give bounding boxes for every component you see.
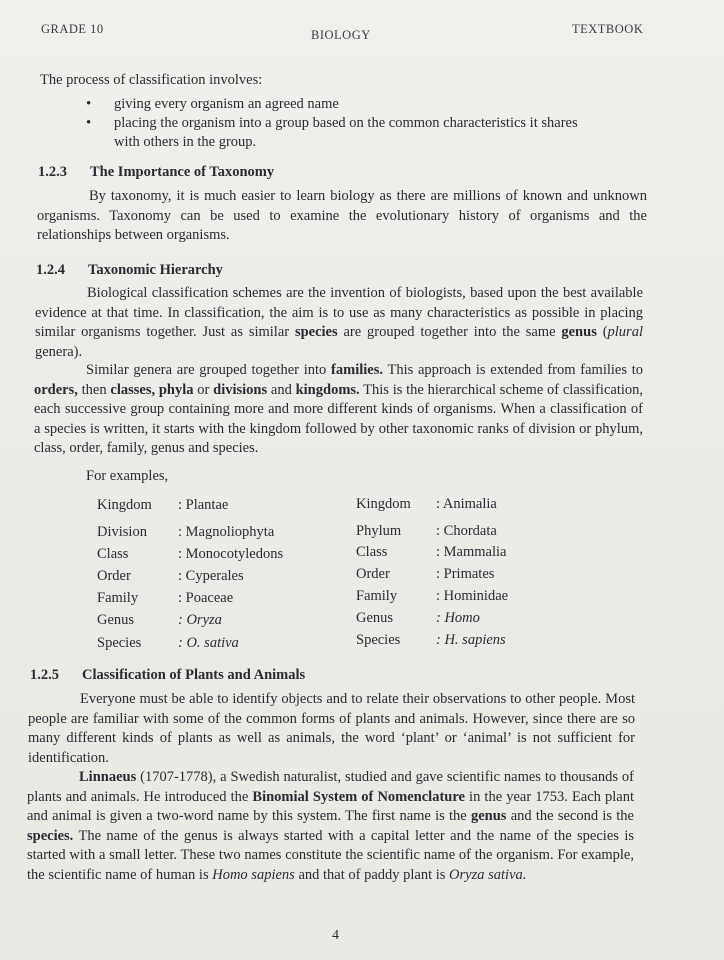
header-book: TEXTBOOK (572, 22, 644, 36)
hierarchy-paragraph-1: Biological classification schemes are the invention of biologists, based upon the best available evidence at that time. In classification, the aim is to use as many characteristics as possible in placing similar organisms together. Just as similar species are grouped together into the same genus (plural genera). (35, 285, 643, 360)
plant-value: : Monocotyledons (178, 546, 284, 562)
classification-paragraph-2: Linnaeus (1707-1778), a Swedish naturalist, studied and gave scientific names to thousands of plants and animals. He introduced the Binomial System of Nomenclature in the year 1753. Each plant and animal is given a two-word name by this system. The first name is the genus and the second is the species. The name of the genus is always started with a capital letter and the name of the species is started with a small letter. These two names constitute the scientific name of the organism. For example, the scientific name of human is Homo sapiens and that of paddy plant is Oryza sativa. (27, 769, 634, 883)
header-subject: BIOLOGY (311, 28, 371, 42)
animal-value: : Chordata (436, 523, 497, 539)
section-heading-1-2-3 (38, 164, 274, 181)
bullet-item: • giving every organism an agreed name (86, 95, 606, 114)
animal-value: : Homo (436, 610, 480, 626)
plant-rank: Family (97, 590, 139, 606)
animal-rank: Order (356, 566, 390, 582)
header-grade: GRADE 10 (41, 22, 104, 36)
animal-rank: Genus (356, 610, 394, 626)
animal-value: : Animalia (436, 496, 497, 512)
animal-value: : Mammalia (436, 544, 507, 560)
section-title: Taxonomic Hierarchy (88, 262, 223, 278)
animal-rank: Family (356, 588, 398, 604)
bullet-list (86, 95, 606, 152)
plant-rank: Order (97, 568, 131, 584)
plant-value: : Magnoliophyta (178, 524, 275, 540)
plant-value: : Oryza (178, 612, 222, 628)
classification-paragraph-1: Everyone must be able to identify objects and to relate their observations to other people. Most people are familiar with some of the common forms of plants and animals. However, since there are so many different kinds of plants as well as animals, the word ‘plant’ or ‘animal’ is not sufficient for identification. (28, 691, 635, 766)
section-number: 1.2.4 (36, 262, 65, 278)
animal-rank: Species (356, 632, 401, 648)
animal-rank: Kingdom (356, 496, 411, 512)
section-heading-1-2-4 (36, 262, 223, 279)
plant-value: : Poaceae (178, 590, 234, 606)
animal-rank: Phylum (356, 523, 402, 539)
intro-text: The process of classification involves: (40, 72, 263, 88)
section-number: 1.2.3 (38, 164, 67, 180)
plant-rank: Genus (97, 612, 135, 628)
plant-value: : O. sativa (178, 635, 239, 651)
section-title: The Importance of Taxonomy (90, 164, 275, 180)
animal-rank: Class (356, 544, 388, 560)
section-title: Classification of Plants and Animals (82, 667, 306, 683)
plant-value: : Plantae (178, 497, 229, 513)
animal-value: : H. sapiens (436, 632, 506, 648)
page-number: 4 (332, 928, 339, 943)
animal-value: : Hominidae (436, 588, 509, 604)
plant-rank: Division (97, 524, 147, 540)
plant-rank: Species (97, 635, 142, 651)
bullet-item: • placing the organism into a group based on the common characteristics it shares with others in the group. (86, 114, 606, 152)
section-heading-1-2-5 (30, 667, 305, 684)
taxonomy-paragraph: By taxonomy, it is much easier to learn biology as there are millions of known and unknown organisms. Taxonomy can be used to examine the evolutionary history of organisms and the relationships between organisms. (37, 188, 647, 243)
animal-value: : Primates (436, 566, 495, 582)
plant-rank: Kingdom (97, 497, 152, 513)
plant-rank: Class (97, 546, 129, 562)
plant-value: : Cyperales (178, 568, 244, 584)
section-number: 1.2.5 (30, 667, 59, 683)
hierarchy-paragraph-2: Similar genera are grouped together into families. This approach is extended from families to orders, then classes, phyla or divisions and kingdoms. This is the hierarchical scheme of classification, each successive group containing more and more different kinds of organisms. When a classification of a species is written, it starts with the kingdom followed by other taxonomic ranks of division or phylum, class, order, family, genus and species. (34, 362, 643, 456)
examples-label: For examples, (86, 468, 169, 484)
